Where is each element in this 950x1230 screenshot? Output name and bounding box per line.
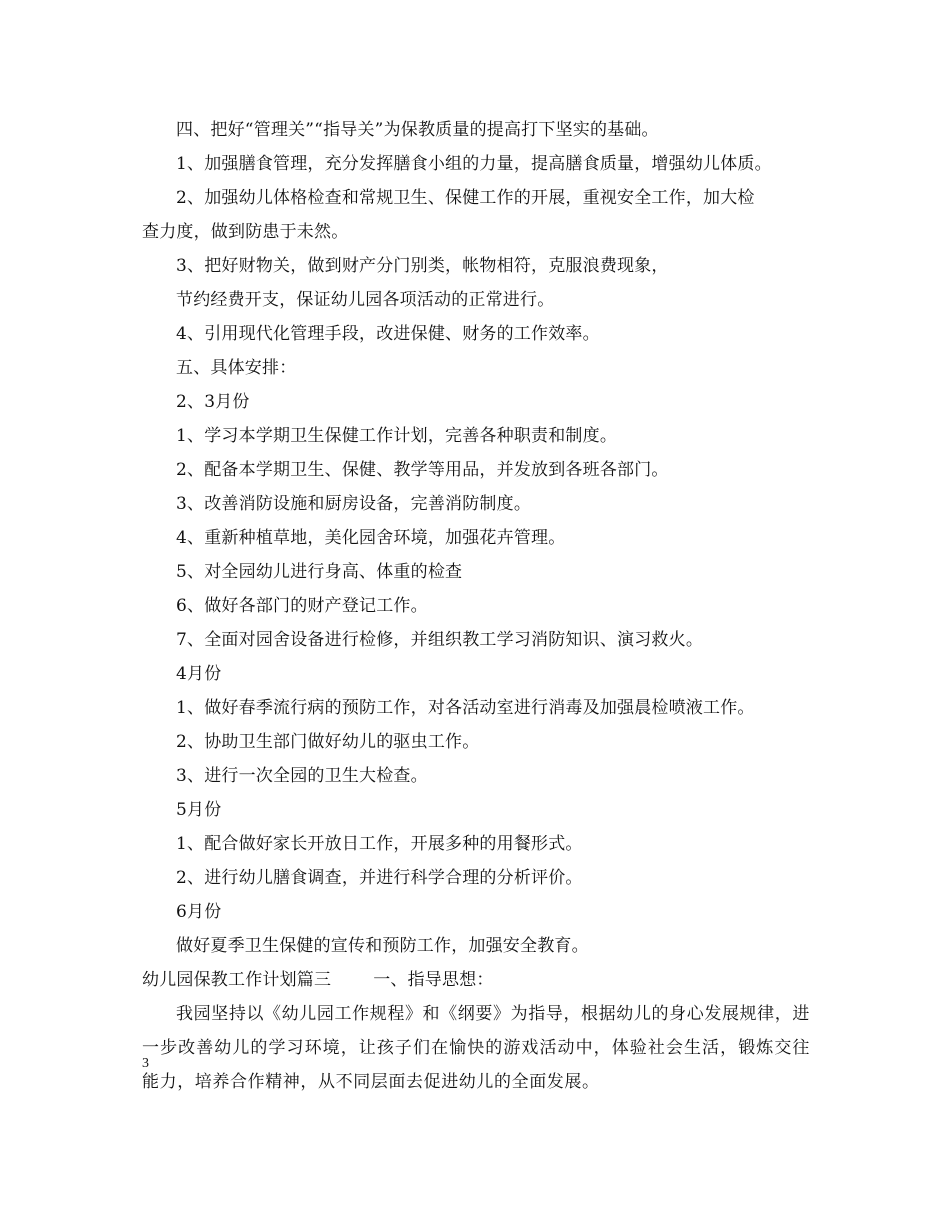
list-item: 4、重新种植草地，美化园舍环境，加强花卉管理。 <box>176 528 566 548</box>
section-three-title-line <box>142 963 810 997</box>
month-heading: 2、3月份 <box>176 392 250 412</box>
paragraph-line: 4、引用现代化管理手段，改进保健、财务的工作效率。 <box>176 324 600 344</box>
section-four-heading: 四、把好“管理关”“指导关”为保教质量的提高打下坚实的基础。 <box>176 120 659 140</box>
list-item: 7、全面对园舍设备进行检修，并组织教工学习消防知识、演习救火。 <box>176 630 704 650</box>
list-item: 6、做好各部门的财产登记工作。 <box>176 596 428 616</box>
list-item: 5、对全园幼儿进行身高、体重的检查 <box>176 562 463 582</box>
month-heading: 6月份 <box>176 902 222 922</box>
paragraph-line: 1、加强膳食管理，充分发挥膳食小组的力量，提高膳食质量，增强幼儿体质。 <box>176 154 772 174</box>
paragraph-line: 2、加强幼儿体格检查和常规卫生、保健工作的开展，重视安全工作，加大检 <box>176 188 755 208</box>
section-title: 幼儿园保教工作计划篇三 <box>142 970 332 990</box>
list-item: 2、进行幼儿膳食调查，并进行科学合理的分析评价。 <box>176 868 583 888</box>
list-item: 做好夏季卫生保健的宣传和预防工作，加强安全教育。 <box>176 936 589 956</box>
paragraph-line: 节约经费开支，保证幼儿园各项活动的正常进行。 <box>176 290 555 310</box>
paragraph-line: 查力度，做到防患于未然。 <box>142 222 349 242</box>
list-item: 2、协助卫生部门做好幼儿的驱虫工作。 <box>176 732 480 752</box>
list-item: 3、进行一次全园的卫生大检查。 <box>176 766 428 786</box>
month-heading: 4月份 <box>176 664 222 684</box>
list-item: 1、配合做好家长开放日工作，开展多种的用餐形式。 <box>176 834 583 854</box>
section-heading: 一、指导思想： <box>373 970 494 990</box>
list-item: 2、配备本学期卫生、保健、教学等用品，并发放到各班各部门。 <box>176 460 669 480</box>
list-item: 1、学习本学期卫生保健工作计划，完善各种职责和制度。 <box>176 426 618 446</box>
section-five-heading: 五、具体安排： <box>176 358 297 378</box>
month-heading: 5月份 <box>176 800 222 820</box>
final-paragraph: 我园坚持以《幼儿园工作规程》和《纲要》为指导，根据幼儿的身心发展规律，进一步改善幼儿的学习环境，让孩子们在愉快的游戏活动中，体验社会生活，锻炼交往能力，培养合作精神，从不同层面去促进幼儿的全面发展。 <box>142 1004 810 1092</box>
page-number: 3 <box>142 1056 149 1071</box>
paragraph-line: 3、把好财物关，做到财产分门别类，帐物相符，克服浪费现象， <box>176 256 669 276</box>
list-item: 1、做好春季流行病的预防工作，对各活动室进行消毒及加强晨检喷液工作。 <box>176 698 755 718</box>
list-item: 3、改善消防设施和厨房设备，完善消防制度。 <box>176 494 532 514</box>
document-body <box>142 113 810 1099</box>
